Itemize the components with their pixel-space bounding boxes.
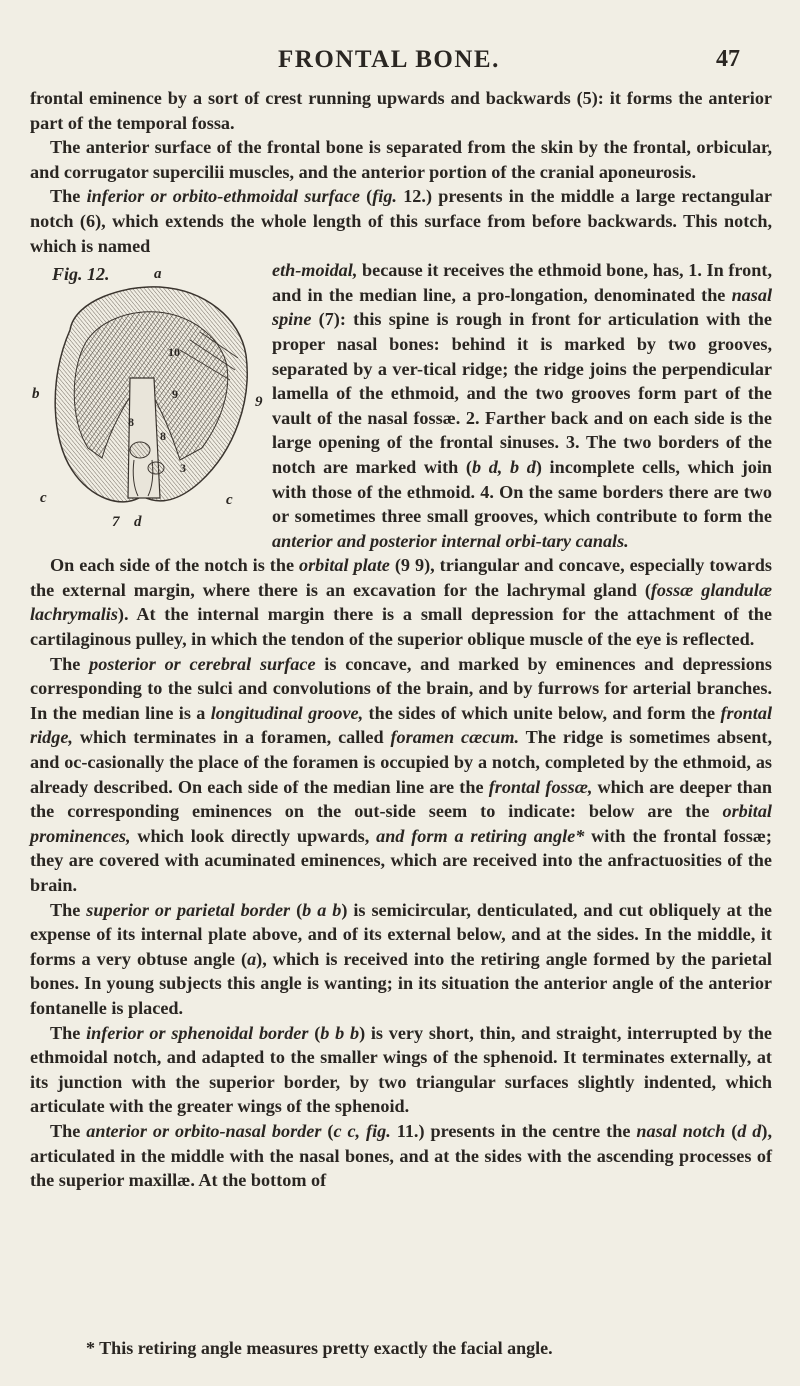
footnote: * This retiring angle measures pretty exactly the facial angle. [86,1338,553,1358]
label-8b: 8 [160,429,166,444]
term: foramen cæcum. [390,727,520,748]
term: posterior or cerebral surface [89,653,316,674]
label-b-left: b [32,386,40,403]
text-run: (9 9), triangular and concave, especially towards the external margin, where there is an excavation for the lachrymal gland ( [30,555,772,600]
term: fossæ glandulæ lachrymalis [30,579,772,625]
text-run: The [50,653,90,674]
paragraph-superior-border [30,898,772,1021]
paragraph-posterior-surface [30,652,772,898]
label-8a: 8 [128,415,134,430]
term: anterior or orbito-nasal border [86,1120,322,1141]
text-run: ) incomplete cells, which join with those of the ethmoid. 4. On the same borders there are two or sometimes three small grooves, which contribute to form the [272,456,773,527]
text-run: The [50,1120,87,1141]
figure-label: Fig. 12. [52,264,110,285]
term: orbital plate [299,555,390,576]
term: longitudinal groove, [210,702,364,723]
term: inferior or sphenoidal border [86,1022,309,1043]
term: orbital prominences, [30,801,772,846]
text-run: ), articulated in the middle with the nasal bones, and at the sides with the ascending processes of the superior maxillæ. At the bottom of [30,1120,772,1191]
term: b b b [320,1022,360,1043]
paragraph-inferior-surface [30,184,772,258]
paragraph-anterior-border [30,1119,772,1193]
term: and form a retiring angle* [376,825,585,846]
text-run: ( [321,1120,334,1141]
label-9-small: 9 [172,387,178,402]
text-run: because it receives the ethmoid bone, has, 1. In front, and in the median line, a pro-longation, denominated the [272,260,772,305]
label-9: 9 [255,394,263,411]
text-run: which look directly upwards, [130,825,377,846]
term: c c, fig. [333,1120,391,1141]
page-number: 47 [716,46,740,72]
term: superior or parietal border [86,899,291,920]
running-title: FRONTAL BONE. [278,46,500,73]
text-run: ( [290,899,303,920]
text-run: ) is semicircular, denticulated, and cut obliquely at the expense of its internal plate above, and of its external below, and at the sides. In the middle, it forms a very obtuse angle ( [30,899,773,969]
term: anterior and posterior internal orbi-tary canals. [272,530,629,551]
term: frontal ridge, [30,702,772,748]
figure-12 [30,260,262,532]
page-header [0,46,800,76]
paragraph-inferior-border [30,1021,772,1119]
term: a [247,948,257,969]
paragraph: The anterior surface of the frontal bone is separated from the skin by the frontal, orbicular, and corrugator supercilii muscles, and the anterior portion of the cranial aponeurosis. [30,137,772,182]
text-run: is concave, and marked by eminences and depressions corresponding to the sulci and convolutions of the brain, and by furrows for arterial branches. In the median line is a [30,653,772,723]
text-run: ( [308,1022,321,1043]
text-run: The [50,1022,87,1043]
term: b d [510,456,536,477]
text-run: The ridge is sometimes absent, and oc-casionally the place of the foramen is occupied by a notch, completed by the ethmoid, as already described. On each side of the median line are the [30,727,772,797]
text-run: ), which is received into the retiring angle formed by the parietal bones. In young subjects this angle is wanting; in its situation the anterior angle of the anterior fontanelle is placed. [30,948,772,1018]
term: d d [737,1120,762,1141]
text-run: ( [359,186,373,207]
text-run: with the frontal fossæ; they are covered with acuminated eminences, which are received into the anfractuosities of the brain. [30,825,772,895]
text-run: which are deeper than the corresponding eminences on the out-side seem to indicate: below are the [30,776,772,822]
label-10: 10 [168,345,180,360]
text-run: ). At the internal margin there is a small depression for the attachment of the cartilaginous pulley, in which the tendon of the superior oblique muscle of the eye is reflected. [30,604,772,650]
body-text [30,86,772,1193]
label-c-right: c [226,492,233,509]
term: inferior or orbito-ethmoidal surface [86,186,360,207]
label-7: 7 [112,514,120,531]
term: nasal spine [272,284,772,330]
text-run: 11.) presents in the centre the [390,1120,637,1141]
term: fig. [372,186,397,207]
label-d: d [134,514,142,531]
text-run: On each side of the notch is the [50,555,300,576]
term: frontal fossæ, [488,776,593,797]
term: nasal notch [636,1120,726,1141]
text-run: ) is very short, thin, and straight, interrupted by the ethmoidal notch, and adapted to the smaller wings of the sphenoid. It terminates externally, at its junction with the superior border, by two triangular surfaces slightly indented, which articulate with the greater wings of the sphenoid. [30,1022,773,1117]
text-run: ( [725,1120,738,1141]
term: b d, [471,456,503,477]
text-run [502,457,510,477]
text-run: the sides of which unite below, and form the [363,702,721,723]
text-run: which terminates in a foramen, called [72,727,391,748]
label-3: 3 [180,461,186,476]
term: b a b [302,899,342,920]
paragraph-orbital-plate [30,553,772,651]
text-run: 12.) presents in the middle a large rectangular notch (6), which extends the whole length of this surface from before backwards. This notch, which is named [30,186,772,256]
text-run: (7): this spine is rough in front for articulation with the proper nasal bones: behind it is marked by two grooves, separated by a ver-tical ridge; the ridge joins the perpendicular lamella of the ethmoid, and the two grooves form part of the vault of the nasal fossæ. 2. Farther back and on each side is the large opening of the frontal sinuses. 3. The two borders of the notch are marked with ( [272,309,772,477]
text-run: The [50,186,87,207]
label-a: a [154,266,162,283]
label-c-left: c [40,490,47,507]
paragraph: frontal eminence by a sort of crest running upwards and backwards (5): it forms the anterior part of the temporal fossa. [30,88,772,133]
term: eth-moidal, [272,260,358,281]
text-run: The [50,899,87,920]
